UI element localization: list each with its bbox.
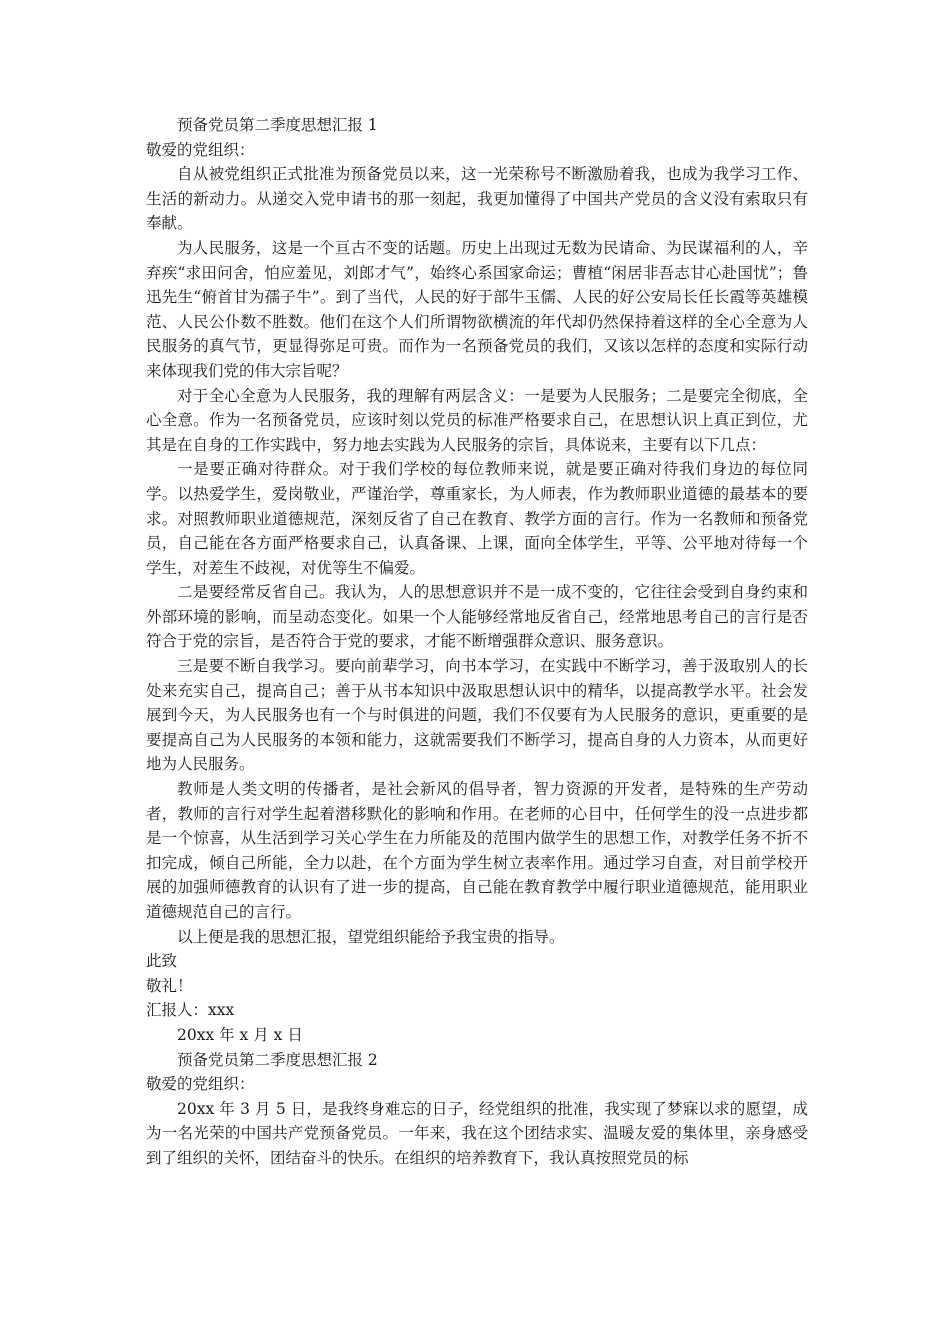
report-1-paragraph-5: 二是要经常反省自己。我认为，人的思想意识并不是一成不变的，它往往会受到自身约束和外部环境的影响，而呈动态变化。如果一个人能够经常地反省自己，经常地思考自己的言行是否符合于党的宗旨，是否符合于党的要求，才能不断增强群众意识、服务意识。 (146, 583, 808, 651)
report-1-paragraph-1: 自从被党组织正式批准为预备党员以来，这一光荣称号不断激励着我，也成为我学习工作、生活的新动力。从递交入党申请书的那一刻起，我更加懂得了中国共产党员的含义没有索取只有奉献。 (146, 165, 808, 233)
report-2-title: 预备党员第二季度思想汇报 2 (177, 1050, 378, 1069)
report-1-date: 20xx 年 x 月 x 日 (177, 1025, 303, 1044)
report-1-salutation: 敬爱的党组织： (146, 140, 255, 159)
report-1-paragraph-8: 以上便是我的思想汇报，望党组织能给予我宝贵的指导。 (177, 927, 565, 946)
report-1-paragraph-7: 教师是人类文明的传播者，是社会新风的倡导者，智力资源的开发者，是特殊的生产劳动者，教师的言行对学生起着潜移默化的影响和作用。在老师的心目中，任何学生的没一点进步都是一个惊喜，从生活到学习关心学生在力所能及的范围内做学生的思想工作，对教学任务不折不扣完成，倾自己所能，全力以赴，在个方面为学生树立表率作用。通过学习自查，对目前学校开展的加强师德教育的认识有了进一步的提高，自己能在教育教学中履行职业道德规范，能用职业道德规范自己的言行。 (146, 780, 808, 921)
report-1-title: 预备党员第二季度思想汇报 1 (177, 116, 378, 134)
report-1-paragraph-2: 为人民服务，这是一个亘古不变的话题。历史上出现过无数为民请命、为民谋福利的人，辛弃疾“求田问舍，怕应羞见，刘郎才气”，始终心系国家命运；曹植“闲居非吾志甘心赴国忧”；鲁迅先生“俯首甘为孺子牛”。到了当代，人民的好于部牛玉儒、人民的好公安局长任长霞等英雄模范、人民公仆数不胜数。他们在这个人们所谓物欲横流的年代却仍然保持着这样的全心全意为人民服务的真气节，更显得弥足可贵。而作为一名预备党员的我们，又该以怎样的态度和实际行动来体现我们党的伟大宗旨呢？ (146, 238, 808, 380)
report-1-paragraph-4: 一是要正确对待群众。对于我们学校的每位教师来说，就是要正确对待我们身边的每位同学。以热爱学生，爱岗敬业，严谨治学，尊重家长，为人师表，作为教师职业道德的最基本的要求。对照教师职业道德规范，深刻反省了自己在教育、教学方面的言行。作为一名教师和预备党员，自己能在各方面严格要求自己，认真备课、上课，面向全体学生，平等、公平地对待每一个学生，对差生不歧视，对优等生不偏爱。 (146, 460, 808, 577)
report-2-salutation: 敬爱的党组织： (146, 1075, 255, 1094)
report-2-paragraph-1: 20xx 年 3 月 5 日，是我终身难忘的日子，经党组织的批准，我实现了梦寐以求的愿望，成为一名光荣的中国共产党预备党员。一年来，我在这个团结求实、温暖友爱的集体里，亲身感受到了组织的关怀，团结奋斗的快乐。在组织的培养教育下，我认真按照党员的标 (146, 1099, 808, 1167)
report-1-closing-2: 敬礼！ (146, 976, 193, 995)
report-1-paragraph-3: 对于全心全意为人民服务，我的理解有两层含义：一是要为人民服务；二是要完全彻底，全心全意。作为一名预备党员，应该时刻以党员的标准严格要求自己，在思想认识上真正到位，尤其是在自身的工作实践中，努力地去实践为人民服务的宗旨，具体说来，主要有以下几点： (146, 386, 808, 454)
report-1-reporter: 汇报人：xxx (146, 1001, 235, 1020)
document-page (146, 113, 808, 1171)
report-1-paragraph-6: 三是要不断自我学习。要向前辈学习，向书本学习，在实践中不断学习，善于汲取别人的长处来充实自己，提高自己；善于从书本知识中汲取思想认识中的精华，以提高教学水平。社会发展到今天，为人民服务也有一个与时俱进的问题，我们不仅要有为人民服务的意识，更重要的是要提高自己为人民服务的本领和能力，这就需要我们不断学习，提高自身的人力资本，从而更好地为人民服务。 (146, 657, 808, 774)
report-1-closing-1: 此致 (146, 952, 178, 971)
